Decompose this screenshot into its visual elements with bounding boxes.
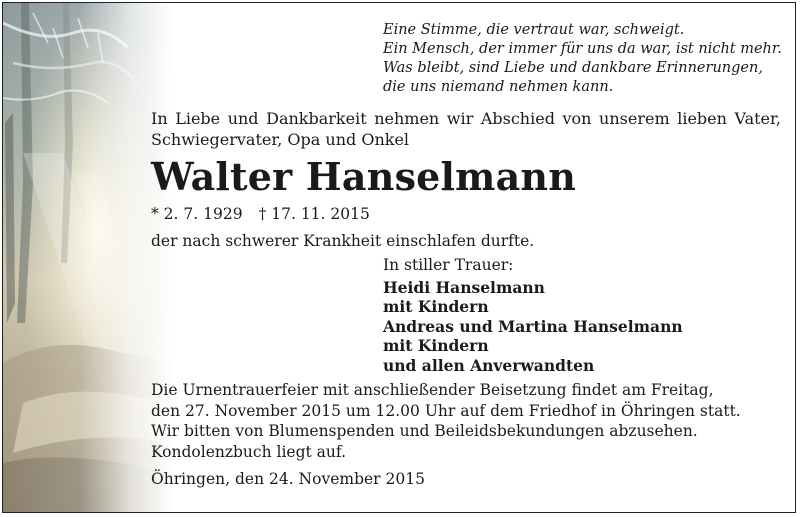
funeral-notice bbox=[151, 380, 741, 462]
mourner-line: mit Kindern bbox=[383, 336, 489, 355]
obituary-notice bbox=[2, 2, 796, 513]
place-and-date: Öhringen, den 24. November 2015 bbox=[151, 470, 425, 488]
deceased-name: Walter Hanselmann bbox=[151, 154, 577, 199]
birth-date: * 2. 7. 1929 bbox=[151, 205, 243, 223]
notice-line: Kondolenzbuch liegt auf. bbox=[151, 442, 347, 461]
mourner-line: Heidi Hanselmann bbox=[383, 277, 545, 297]
mourner-line: und allen Anverwandten bbox=[383, 355, 595, 375]
death-date: † 17. 11. 2015 bbox=[258, 205, 370, 223]
poem-line: Eine Stimme, die vertraut war, schweigt. bbox=[383, 22, 685, 38]
mourners-block bbox=[383, 256, 683, 375]
notice-line: Die Urnentrauerfeier mit anschließender Beisetzung findet am Freitag, bbox=[151, 381, 714, 399]
mourners-heading: In stiller Trauer: bbox=[383, 256, 514, 274]
passing-clause: der nach schwerer Krankheit einschlafen durfte. bbox=[151, 232, 535, 250]
poem-line: Was bleibt, sind Liebe und dankbare Erinnerungen, bbox=[383, 60, 763, 76]
notice-line: den 27. November 2015 um 12.00 Uhr auf dem Friedhof in Öhringen statt. bbox=[151, 401, 741, 420]
intro-text: In Liebe und Dankbarkeit nehmen wir Abschied von unserem lieben Vater, Schwiegervater, Opa und Onkel bbox=[151, 109, 781, 149]
poem-line: die uns niemand nehmen kann. bbox=[383, 79, 614, 95]
life-dates bbox=[151, 204, 370, 224]
mourner-line: mit Kindern bbox=[383, 297, 489, 316]
notice-line: Wir bitten von Blumenspenden und Beileidsbekundungen abzusehen. bbox=[151, 422, 698, 440]
poem bbox=[383, 21, 782, 97]
mourner-line: Andreas und Martina Hanselmann bbox=[383, 316, 683, 336]
poem-line: Ein Mensch, der immer für uns da war, ist nicht mehr. bbox=[383, 41, 782, 57]
misty-forest-photo bbox=[3, 3, 173, 512]
